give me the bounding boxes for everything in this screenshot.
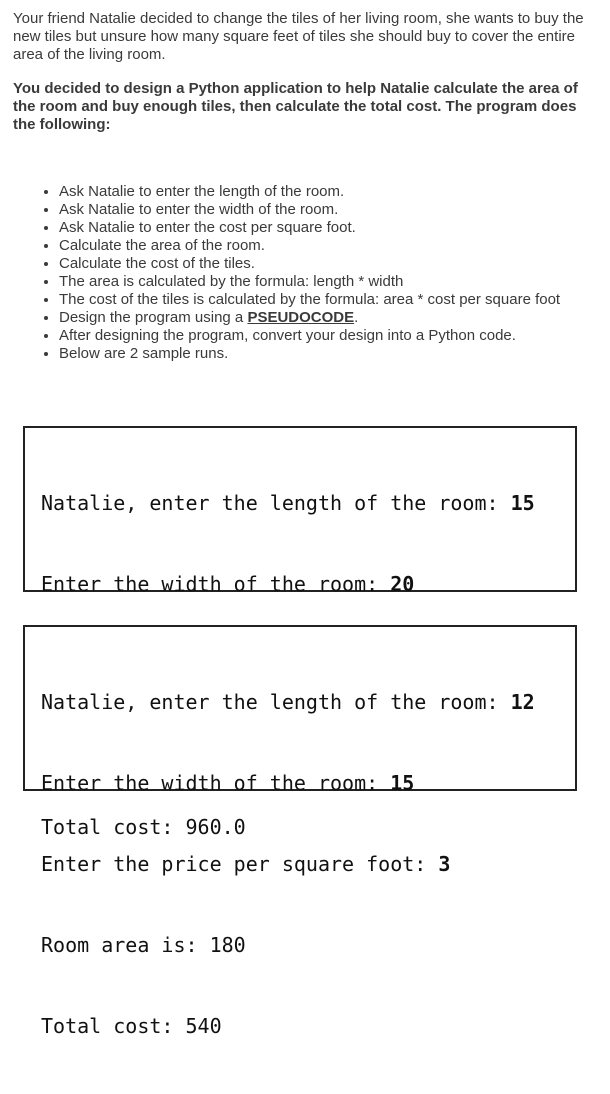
console-prompt: Natalie, enter the length of the room: [41,491,511,515]
console-prompt: Enter the price per square foot: [41,852,439,876]
console-line [41,814,575,841]
list-item: • The cost of the tiles is calculated by the formula: area * cost per square foot [59,291,604,309]
intro-paragraph: Your friend Natalie decided to change the tiles of her living room, she wants to buy the new tiles but unsure how many square feet of tiles she should buy to cover the entire area of the living room. [13,10,584,63]
list-item-suffix: . [354,309,359,326]
console-output: Total cost: 540 [41,1014,222,1038]
console-line [41,770,575,797]
console-output: Total cost: 960.0 [41,815,246,839]
pseudocode-link[interactable]: PSEUDOCODE [247,309,355,326]
console-input: 15 [510,491,535,515]
list-item: • Ask Natalie to enter the width of the room. [59,201,604,219]
list-item: • Ask Natalie to enter the length of the room. [59,183,604,201]
console-input: 12 [510,690,535,714]
console-input: 15 [390,771,415,795]
list-item: • Below are 2 sample runs. [59,345,604,363]
console-input: 20 [390,572,415,596]
console-line [41,571,575,598]
console-line [41,851,575,878]
console-prompt: Enter the width of the room: [41,572,391,596]
console-prompt: Enter the width of the room: [41,771,391,795]
list-item: • Calculate the area of the room. [59,237,604,255]
list-item: • Calculate the cost of the tiles. [59,255,604,273]
list-item: • After designing the program, convert your design into a Python code. [59,327,604,345]
list-item: • The area is calculated by the formula: length * width [59,273,604,291]
list-item: • Ask Natalie to enter the cost per square foot. [59,219,604,237]
console-prompt: Natalie, enter the length of the room: [41,690,511,714]
requirements-list [0,183,604,363]
console-line [41,932,575,959]
list-item [59,309,604,327]
console-output: Room area is: 180 [41,933,246,957]
console-line [41,689,575,716]
list-item-text: Design the program using a [59,309,248,326]
console-input: 3 [438,852,451,876]
console-line [41,1013,575,1040]
console-line [41,490,575,517]
task-paragraph: You decided to design a Python application to help Natalie calculate the area of the room and buy enough tiles, then calculate the total cost. The program does the following: [13,80,578,133]
